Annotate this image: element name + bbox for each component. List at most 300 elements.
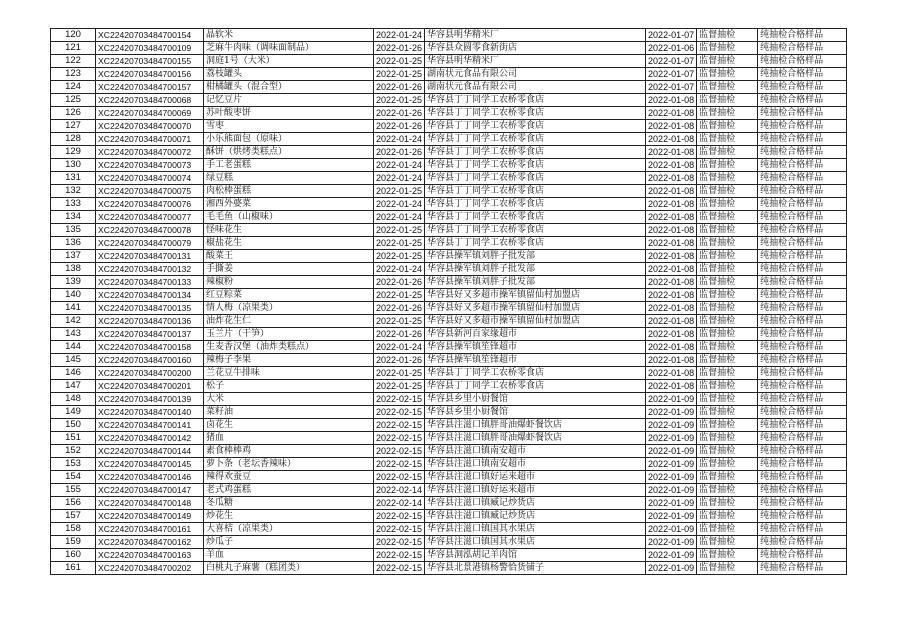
sampled-unit-cell: 华容县丁丁同学工农桥零食店	[425, 380, 646, 393]
sample-name-cell: 素食棒棒鸡	[204, 445, 374, 458]
sample-code-cell: XC22420703484700075	[96, 185, 204, 198]
sample-name-cell: 椒盐花生	[204, 237, 374, 250]
result-cell: 纯抽检合格样品	[758, 289, 847, 302]
result-cell: 纯抽检合格样品	[758, 302, 847, 315]
result-cell: 纯抽检合格样品	[758, 419, 847, 432]
production-date-cell: 2022-02-15	[374, 510, 425, 523]
sampling-date-cell: 2022-01-09	[646, 536, 697, 549]
sampled-unit-cell: 湖南状元食品有限公司	[425, 81, 646, 94]
result-cell: 纯抽检合格样品	[758, 315, 847, 328]
sample-name-cell: 辣得欢蚕豆	[204, 471, 374, 484]
sample-name-cell: 毛毛鱼（山椒味）	[204, 211, 374, 224]
result-cell: 纯抽检合格样品	[758, 94, 847, 107]
row-number-cell: 121	[51, 42, 96, 55]
table-row	[51, 328, 847, 341]
row-number-cell: 146	[51, 367, 96, 380]
row-number-cell: 138	[51, 263, 96, 276]
sampled-unit-cell: 华容县注滋口镇胖哥油爆虾餐饮店	[425, 419, 646, 432]
result-cell: 纯抽检合格样品	[758, 432, 847, 445]
table-row	[51, 94, 847, 107]
inspection-type-cell: 监督抽检	[697, 172, 758, 185]
sampling-date-cell: 2022-01-09	[646, 484, 697, 497]
sample-name-cell: 绿豆糕	[204, 172, 374, 185]
sample-code-cell: XC22420703484700163	[96, 549, 204, 562]
inspection-type-cell: 监督抽检	[697, 549, 758, 562]
table-row	[51, 497, 847, 510]
sampling-date-cell: 2022-01-09	[646, 497, 697, 510]
sampled-unit-cell: 华容县丁丁同学工农桥零食店	[425, 146, 646, 159]
production-date-cell: 2022-02-15	[374, 406, 425, 419]
row-number-cell: 125	[51, 94, 96, 107]
sample-code-cell: XC22420703484700137	[96, 328, 204, 341]
result-cell: 纯抽检合格样品	[758, 549, 847, 562]
table-row	[51, 146, 847, 159]
sample-code-cell: XC22420703484700072	[96, 146, 204, 159]
sample-code-cell: XC22420703484700076	[96, 198, 204, 211]
table-row	[51, 263, 847, 276]
sampled-unit-cell: 华容县注滋口镇南安超市	[425, 445, 646, 458]
sample-name-cell: 记忆豆片	[204, 94, 374, 107]
table-row	[51, 224, 847, 237]
sampling-date-cell: 2022-01-08	[646, 133, 697, 146]
inspection-type-cell: 监督抽检	[697, 211, 758, 224]
result-cell: 纯抽检合格样品	[758, 276, 847, 289]
sampling-date-cell: 2022-01-08	[646, 146, 697, 159]
table-row	[51, 68, 847, 81]
sample-code-cell: XC22420703484700144	[96, 445, 204, 458]
production-date-cell: 2022-01-24	[374, 172, 425, 185]
production-date-cell: 2022-02-15	[374, 562, 425, 575]
sampling-date-cell: 2022-01-08	[646, 237, 697, 250]
sampled-unit-cell: 华容县注滋口镇南安超市	[425, 458, 646, 471]
sample-code-cell: XC22420703484700078	[96, 224, 204, 237]
sampled-unit-cell: 华容县注滋口镇好运来超市	[425, 471, 646, 484]
sampled-unit-cell: 华容县注滋口镇臧记炒货店	[425, 510, 646, 523]
sample-code-cell: XC22420703484700145	[96, 458, 204, 471]
sampled-unit-cell: 华容县操军镇刘胖子批发部	[425, 276, 646, 289]
sample-name-cell: 酸菜王	[204, 250, 374, 263]
inspection-type-cell: 监督抽检	[697, 315, 758, 328]
row-number-cell: 143	[51, 328, 96, 341]
sample-name-cell: 兰花豆牛排味	[204, 367, 374, 380]
sample-code-cell: XC22420703484700131	[96, 250, 204, 263]
production-date-cell: 2022-01-24	[374, 341, 425, 354]
sample-code-cell: XC22420703484700142	[96, 432, 204, 445]
sample-name-cell: 油炸花生仁	[204, 315, 374, 328]
row-number-cell: 149	[51, 406, 96, 419]
table-row	[51, 185, 847, 198]
sampled-unit-cell: 华容县丁丁同学工农桥零食店	[425, 211, 646, 224]
row-number-cell: 122	[51, 55, 96, 68]
production-date-cell: 2022-01-26	[374, 81, 425, 94]
row-number-cell: 153	[51, 458, 96, 471]
production-date-cell: 2022-01-24	[374, 211, 425, 224]
inspection-type-cell: 监督抽检	[697, 237, 758, 250]
sample-name-cell: 松子	[204, 380, 374, 393]
sampling-date-cell: 2022-01-08	[646, 341, 697, 354]
production-date-cell: 2022-01-25	[374, 55, 425, 68]
sample-name-cell: 情人梅（凉果类）	[204, 302, 374, 315]
sample-code-cell: XC22420703484700200	[96, 367, 204, 380]
sampled-unit-cell: 华容县丁丁同学工农桥零食店	[425, 133, 646, 146]
result-cell: 纯抽检合格样品	[758, 354, 847, 367]
production-date-cell: 2022-01-26	[374, 42, 425, 55]
row-number-cell: 139	[51, 276, 96, 289]
row-number-cell: 128	[51, 133, 96, 146]
row-number-cell: 127	[51, 120, 96, 133]
sampled-unit-cell: 华容县注滋口镇国其水果店	[425, 523, 646, 536]
production-date-cell: 2022-02-15	[374, 458, 425, 471]
sampled-unit-cell: 华容县乡里小厨餐馆	[425, 393, 646, 406]
production-date-cell: 2022-01-26	[374, 146, 425, 159]
sampling-date-cell: 2022-01-08	[646, 94, 697, 107]
table-row	[51, 237, 847, 250]
table-row	[51, 250, 847, 263]
table-row	[51, 55, 847, 68]
sampling-date-cell: 2022-01-08	[646, 354, 697, 367]
sampled-unit-cell: 华容县乡里小厨餐馆	[425, 406, 646, 419]
row-number-cell: 126	[51, 107, 96, 120]
sample-name-cell: 肉松棒蛋糕	[204, 185, 374, 198]
row-number-cell: 150	[51, 419, 96, 432]
sampled-unit-cell: 华容县新河百家缘超市	[425, 328, 646, 341]
result-cell: 纯抽检合格样品	[758, 263, 847, 276]
row-number-cell: 152	[51, 445, 96, 458]
result-cell: 纯抽检合格样品	[758, 237, 847, 250]
inspection-type-cell: 监督抽检	[697, 432, 758, 445]
sampling-date-cell: 2022-01-08	[646, 380, 697, 393]
row-number-cell: 137	[51, 250, 96, 263]
sample-name-cell: 萝卜条（老坛香辣味）	[204, 458, 374, 471]
result-cell: 纯抽检合格样品	[758, 133, 847, 146]
sample-name-cell: 雪枣	[204, 120, 374, 133]
inspection-type-cell: 监督抽检	[697, 276, 758, 289]
sampling-date-cell: 2022-01-09	[646, 393, 697, 406]
result-cell: 纯抽检合格样品	[758, 471, 847, 484]
inspection-type-cell: 监督抽检	[697, 471, 758, 484]
result-cell: 纯抽检合格样品	[758, 159, 847, 172]
inspection-type-cell: 监督抽检	[697, 55, 758, 68]
sample-name-cell: 玉兰片（干笋）	[204, 328, 374, 341]
sample-name-cell: 芝麻牛肉味（调味面制品）	[204, 42, 374, 55]
inspection-type-cell: 监督抽检	[697, 354, 758, 367]
inspection-type-cell: 监督抽检	[697, 380, 758, 393]
sampling-date-cell: 2022-01-09	[646, 562, 697, 575]
row-number-cell: 142	[51, 315, 96, 328]
production-date-cell: 2022-02-15	[374, 523, 425, 536]
production-date-cell: 2022-02-15	[374, 432, 425, 445]
row-number-cell: 134	[51, 211, 96, 224]
sample-code-cell: XC22420703484700070	[96, 120, 204, 133]
table-row	[51, 159, 847, 172]
sample-code-cell: XC22420703484700161	[96, 523, 204, 536]
inspection-type-cell: 监督抽检	[697, 445, 758, 458]
production-date-cell: 2022-02-14	[374, 484, 425, 497]
sampled-unit-cell: 华容县好又多超市操军镇留仙村加盟店	[425, 315, 646, 328]
production-date-cell: 2022-01-25	[374, 224, 425, 237]
sample-code-cell: XC22420703484700077	[96, 211, 204, 224]
sample-name-cell: 辣椒粉	[204, 276, 374, 289]
sample-code-cell: XC22420703484700139	[96, 393, 204, 406]
sampled-unit-cell: 华容县注滋口镇好运来超市	[425, 484, 646, 497]
table-row	[51, 120, 847, 133]
inspection-type-cell: 监督抽检	[697, 562, 758, 575]
table-row	[51, 458, 847, 471]
sampling-date-cell: 2022-01-08	[646, 159, 697, 172]
sampling-date-cell: 2022-01-07	[646, 29, 697, 42]
inspection-type-cell: 监督抽检	[697, 68, 758, 81]
sampling-date-cell: 2022-01-08	[646, 367, 697, 380]
row-number-cell: 161	[51, 562, 96, 575]
result-cell: 纯抽检合格样品	[758, 146, 847, 159]
inspection-type-cell: 监督抽检	[697, 328, 758, 341]
sampling-date-cell: 2022-01-09	[646, 471, 697, 484]
inspection-type-cell: 监督抽检	[697, 510, 758, 523]
inspection-type-cell: 监督抽检	[697, 393, 758, 406]
sample-name-cell: 大喜桔（凉果类）	[204, 523, 374, 536]
table-row	[51, 81, 847, 94]
sampled-unit-cell: 华容县好又多超市操军镇留仙村加盟店	[425, 302, 646, 315]
sample-name-cell: 炒花生	[204, 510, 374, 523]
row-number-cell: 144	[51, 341, 96, 354]
sampling-date-cell: 2022-01-08	[646, 328, 697, 341]
sampling-date-cell: 2022-01-09	[646, 523, 697, 536]
sampling-date-cell: 2022-01-08	[646, 107, 697, 120]
table-row	[51, 107, 847, 120]
sampled-unit-cell: 华容县操军镇笙锋超市	[425, 354, 646, 367]
inspection-type-cell: 监督抽检	[697, 146, 758, 159]
table-row	[51, 562, 847, 575]
sample-code-cell: XC22420703484700154	[96, 29, 204, 42]
production-date-cell: 2022-02-15	[374, 419, 425, 432]
sample-code-cell: XC22420703484700133	[96, 276, 204, 289]
production-date-cell: 2022-02-15	[374, 549, 425, 562]
row-number-cell: 131	[51, 172, 96, 185]
inspection-type-cell: 监督抽检	[697, 29, 758, 42]
inspection-type-cell: 监督抽检	[697, 406, 758, 419]
sample-name-cell: 白桃丸子麻薯（糕团类）	[204, 562, 374, 575]
sampling-date-cell: 2022-01-08	[646, 276, 697, 289]
production-date-cell: 2022-01-24	[374, 263, 425, 276]
row-number-cell: 141	[51, 302, 96, 315]
row-number-cell: 157	[51, 510, 96, 523]
table-row	[51, 536, 847, 549]
inspection-type-cell: 监督抽检	[697, 81, 758, 94]
sample-name-cell: 羊血	[204, 549, 374, 562]
table-row	[51, 302, 847, 315]
sample-code-cell: XC22420703484700158	[96, 341, 204, 354]
sampling-date-cell: 2022-01-08	[646, 289, 697, 302]
sample-name-cell: 柑橘罐头（混合型）	[204, 81, 374, 94]
table-row	[51, 445, 847, 458]
sampled-unit-cell: 华容县众圆零食新街店	[425, 42, 646, 55]
sampling-date-cell: 2022-01-08	[646, 263, 697, 276]
sample-code-cell: XC22420703484700135	[96, 302, 204, 315]
production-date-cell: 2022-02-15	[374, 393, 425, 406]
result-cell: 纯抽检合格样品	[758, 523, 847, 536]
row-number-cell: 148	[51, 393, 96, 406]
result-cell: 纯抽检合格样品	[758, 211, 847, 224]
sampling-date-cell: 2022-01-09	[646, 510, 697, 523]
inspection-type-cell: 监督抽检	[697, 484, 758, 497]
sample-code-cell: XC22420703484700132	[96, 263, 204, 276]
result-cell: 纯抽检合格样品	[758, 68, 847, 81]
inspection-type-cell: 监督抽检	[697, 159, 758, 172]
table-row	[51, 380, 847, 393]
sampling-date-cell: 2022-01-08	[646, 315, 697, 328]
sample-name-cell: 老式鸡蛋糕	[204, 484, 374, 497]
result-cell: 纯抽检合格样品	[758, 185, 847, 198]
row-number-cell: 158	[51, 523, 96, 536]
sample-code-cell: XC22420703484700148	[96, 497, 204, 510]
table-row	[51, 549, 847, 562]
sample-name-cell: 红豆粽菜	[204, 289, 374, 302]
sample-code-cell: XC22420703484700140	[96, 406, 204, 419]
row-number-cell: 147	[51, 380, 96, 393]
row-number-cell: 129	[51, 146, 96, 159]
result-cell: 纯抽检合格样品	[758, 510, 847, 523]
table-row	[51, 393, 847, 406]
table-row	[51, 133, 847, 146]
sample-name-cell: 洞庭1号（大米）	[204, 55, 374, 68]
result-cell: 纯抽检合格样品	[758, 406, 847, 419]
production-date-cell: 2022-01-26	[374, 328, 425, 341]
sampling-date-cell: 2022-01-08	[646, 211, 697, 224]
table-row	[51, 289, 847, 302]
row-number-cell: 124	[51, 81, 96, 94]
sample-code-cell: XC22420703484700155	[96, 55, 204, 68]
result-cell: 纯抽检合格样品	[758, 224, 847, 237]
sampling-date-cell: 2022-01-09	[646, 406, 697, 419]
result-cell: 纯抽检合格样品	[758, 42, 847, 55]
sample-code-cell: XC22420703484700157	[96, 81, 204, 94]
table-row	[51, 367, 847, 380]
inspection-type-cell: 监督抽检	[697, 198, 758, 211]
sampled-unit-cell: 华容县丁丁同学工农桥零食店	[425, 172, 646, 185]
result-cell: 纯抽检合格样品	[758, 107, 847, 120]
sample-name-cell: 冬瓜糖	[204, 497, 374, 510]
sample-name-cell: 酥饼（烘烤类糕点）	[204, 146, 374, 159]
sampling-date-cell: 2022-01-08	[646, 172, 697, 185]
sampled-unit-cell: 华容县丁丁同学工农桥零食店	[425, 185, 646, 198]
inspection-table-body	[51, 29, 847, 575]
production-date-cell: 2022-02-15	[374, 445, 425, 458]
sampling-date-cell: 2022-01-09	[646, 419, 697, 432]
sampling-date-cell: 2022-01-08	[646, 198, 697, 211]
sample-name-cell: 大米	[204, 393, 374, 406]
row-number-cell: 132	[51, 185, 96, 198]
sample-code-cell: XC22420703484700156	[96, 68, 204, 81]
sampled-unit-cell: 华容县丁丁同学工农桥零食店	[425, 237, 646, 250]
sample-name-cell: 炒瓜子	[204, 536, 374, 549]
sampled-unit-cell: 华容县丁丁同学工农桥零食店	[425, 367, 646, 380]
sampling-date-cell: 2022-01-08	[646, 224, 697, 237]
production-date-cell: 2022-02-14	[374, 497, 425, 510]
row-number-cell: 155	[51, 484, 96, 497]
sample-code-cell: XC22420703484700160	[96, 354, 204, 367]
inspection-table	[50, 28, 847, 575]
sample-code-cell: XC22420703484700201	[96, 380, 204, 393]
table-row	[51, 172, 847, 185]
result-cell: 纯抽检合格样品	[758, 484, 847, 497]
sampled-unit-cell: 华容县丁丁同学工农桥零食店	[425, 198, 646, 211]
inspection-type-cell: 监督抽检	[697, 289, 758, 302]
sample-name-cell: 湘西外婆菜	[204, 198, 374, 211]
sampling-date-cell: 2022-01-06	[646, 42, 697, 55]
production-date-cell: 2022-01-26	[374, 302, 425, 315]
sampled-unit-cell: 华容县丁丁同学工农桥零食店	[425, 224, 646, 237]
inspection-type-cell: 监督抽检	[697, 341, 758, 354]
table-row	[51, 42, 847, 55]
sampled-unit-cell: 华容县丁丁同学工农桥零食店	[425, 159, 646, 172]
sampling-date-cell: 2022-01-07	[646, 81, 697, 94]
result-cell: 纯抽检合格样品	[758, 198, 847, 211]
row-number-cell: 123	[51, 68, 96, 81]
result-cell: 纯抽检合格样品	[758, 380, 847, 393]
production-date-cell: 2022-01-25	[374, 367, 425, 380]
sampled-unit-cell: 湖南状元食品有限公司	[425, 68, 646, 81]
sample-code-cell: XC22420703484700141	[96, 419, 204, 432]
table-row	[51, 523, 847, 536]
sampled-unit-cell: 华容县洞泓胡记羊肉馆	[425, 549, 646, 562]
result-cell: 纯抽检合格样品	[758, 120, 847, 133]
result-cell: 纯抽检合格样品	[758, 328, 847, 341]
table-row	[51, 198, 847, 211]
row-number-cell: 136	[51, 237, 96, 250]
sampling-date-cell: 2022-01-07	[646, 55, 697, 68]
result-cell: 纯抽检合格样品	[758, 81, 847, 94]
result-cell: 纯抽检合格样品	[758, 445, 847, 458]
row-number-cell: 156	[51, 497, 96, 510]
sampled-unit-cell: 华容县明华精米厂	[425, 55, 646, 68]
production-date-cell: 2022-01-25	[374, 315, 425, 328]
production-date-cell: 2022-01-25	[374, 250, 425, 263]
sampling-date-cell: 2022-01-08	[646, 185, 697, 198]
production-date-cell: 2022-01-25	[374, 185, 425, 198]
sample-code-cell: XC22420703484700069	[96, 107, 204, 120]
sampling-date-cell: 2022-01-08	[646, 120, 697, 133]
production-date-cell: 2022-01-25	[374, 68, 425, 81]
sample-code-cell: XC22420703484700073	[96, 159, 204, 172]
production-date-cell: 2022-01-26	[374, 276, 425, 289]
row-number-cell: 154	[51, 471, 96, 484]
inspection-type-cell: 监督抽检	[697, 458, 758, 471]
sampled-unit-cell: 华容县明华精米厂	[425, 29, 646, 42]
sample-name-cell: 卤花生	[204, 419, 374, 432]
table-row	[51, 276, 847, 289]
production-date-cell: 2022-01-25	[374, 289, 425, 302]
inspection-type-cell: 监督抽检	[697, 302, 758, 315]
sample-name-cell: 手撕姜	[204, 263, 374, 276]
inspection-type-cell: 监督抽检	[697, 133, 758, 146]
sample-code-cell: XC22420703484700149	[96, 510, 204, 523]
inspection-type-cell: 监督抽检	[697, 94, 758, 107]
table-row	[51, 315, 847, 328]
row-number-cell: 120	[51, 29, 96, 42]
inspection-type-cell: 监督抽检	[697, 263, 758, 276]
sample-code-cell: XC22420703484700074	[96, 172, 204, 185]
inspection-type-cell: 监督抽检	[697, 367, 758, 380]
sample-name-cell: 小乐熊面包（原味）	[204, 133, 374, 146]
result-cell: 纯抽检合格样品	[758, 393, 847, 406]
row-number-cell: 140	[51, 289, 96, 302]
sampled-unit-cell: 华容县丁丁同学工农桥零食店	[425, 107, 646, 120]
sample-code-cell: XC22420703484700147	[96, 484, 204, 497]
sampled-unit-cell: 华容县北景港镇杨警恰货铺子	[425, 562, 646, 575]
sample-name-cell: 晶软米	[204, 29, 374, 42]
inspection-type-cell: 监督抽检	[697, 497, 758, 510]
sample-name-cell: 怪味花生	[204, 224, 374, 237]
